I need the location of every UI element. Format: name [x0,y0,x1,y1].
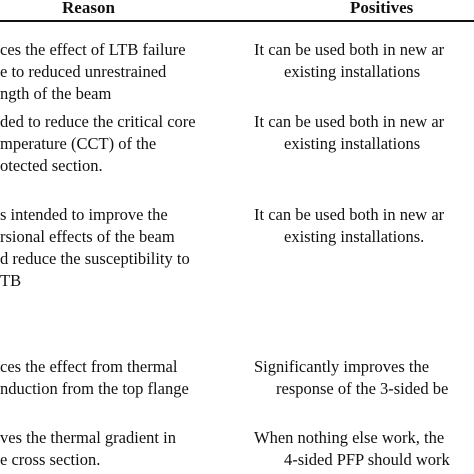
reason-line: s intended to improve the [0,205,168,224]
table-row-5-positives [254,427,450,471]
reason-line: ves the thermal gradient in [0,428,176,447]
reason-line: otected section. [0,156,103,175]
table-row-3-reason [0,204,190,292]
reason-line: ngth of the beam [0,84,112,103]
table-row-1-reason [0,39,186,105]
table-row-1-positives [254,39,444,83]
header-reason: Reason [62,0,115,17]
table-row-4-positives [254,356,448,400]
reason-line: ces the effect from thermal [0,357,178,376]
reason-line: mperature (CCT) of the [0,134,157,153]
reason-line: ded to reduce the critical core [0,112,196,131]
table-row-5-reason [0,427,176,471]
header-rule [0,20,474,22]
reason-line: rsional effects of the beam [0,227,175,246]
positives-line: existing installations. [284,227,425,246]
positives-line: When nothing else work, the [254,428,445,447]
positives-line: It can be used both in new ar [254,205,445,224]
table-row-4-reason [0,356,189,400]
reason-line: ces the effect of LTB failure [0,40,186,59]
positives-line: Significantly improves the [254,357,430,376]
table-row-2-reason [0,111,196,177]
header-positives: Positives [350,0,414,17]
table-row-2-positives [254,111,444,155]
positives-line: existing installations [284,134,421,153]
reason-line: TB [0,271,22,290]
reason-line: d reduce the susceptibility to [0,249,190,268]
positives-line: 4-sided PFP should work [284,450,450,469]
positives-line: existing installations [284,62,421,81]
positives-line: response of the 3-sided be [276,379,449,398]
reason-line: e cross section. [0,450,101,469]
reason-line: e to reduced unrestrained [0,62,167,81]
positives-line: It can be used both in new ar [254,40,445,59]
positives-line: It can be used both in new ar [254,112,445,131]
table-row-3-positives [254,204,444,248]
reason-line: nduction from the top flange [0,379,189,398]
